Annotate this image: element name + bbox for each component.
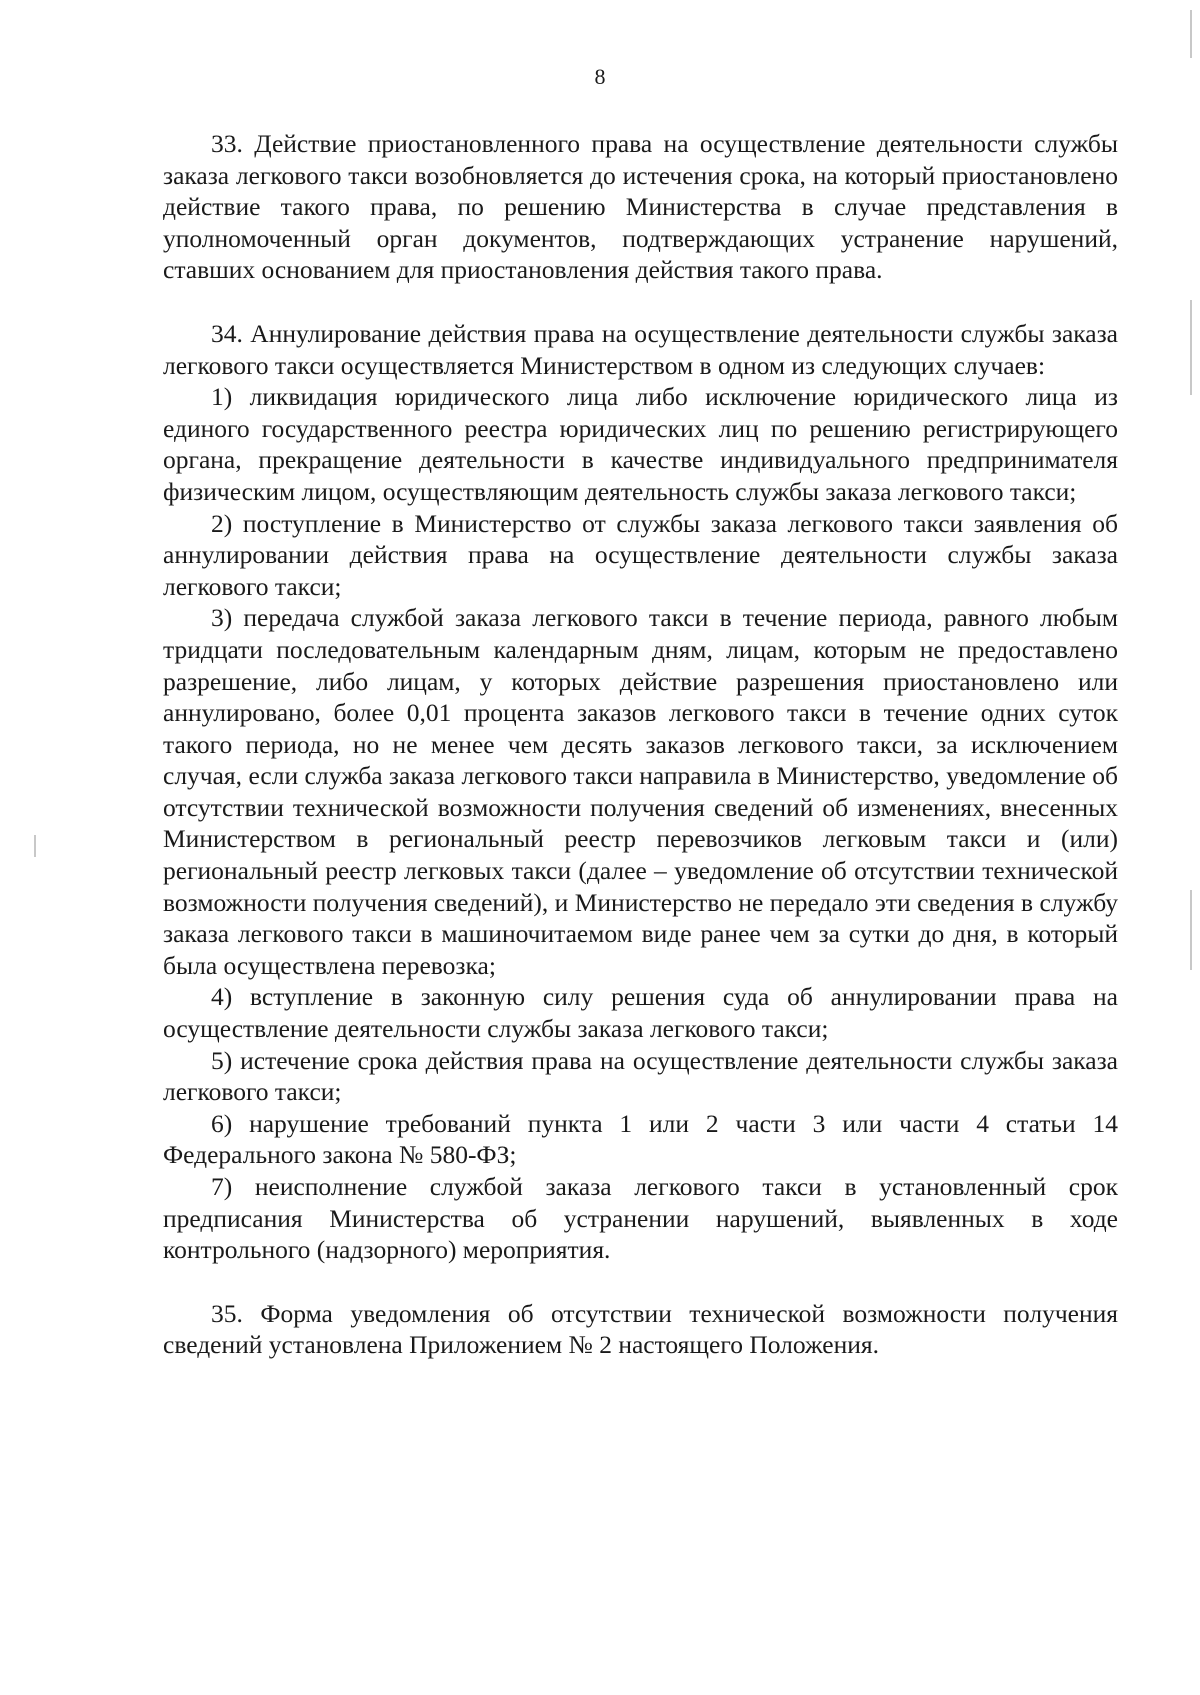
scan-artifact-left [34,835,36,857]
scan-artifact-right-lower [1190,890,1192,970]
paragraph-gap [163,1266,1118,1298]
page-number: 8 [594,64,606,89]
paragraph-35: 35. Форма уведомления об отсутствии технической возможности получения сведений установлена Приложением № 2 настоящего Положения. [163,1298,1118,1360]
paragraph-gap [163,286,1118,318]
list-item-7: 7) неисполнение службой заказа легкового такси в установленный срок предписания Министерства об устранении нарушений, выявленных в ходе контрольного (надзорного) мероприятия. [163,1172,1118,1265]
scan-artifact-right-mid [1190,300,1192,395]
paragraph-33: 33. Действие приостановленного права на осуществление деятельности службы заказа легкового такси возобновляется до истечения срока, на который приостановлено действие такого права, по решению Министерства в случае представления в уполномоченный орган документов, подтверждающих устранение нарушений, ставших основанием для приостановления действия такого права. [163,129,1118,285]
list-item-4: 4) вступление в законную силу решения суда об аннулировании права на осуществление деятельности службы заказа легкового такси; [163,982,1118,1044]
list-item-1: 1) ликвидация юридического лица либо исключение юридического лица из единого государственного реестра юридических лиц по решению регистрирующего органа, прекращение деятельности в качестве индивидуального предпринимателя физическим лицом, осуществляющим деятельность службы заказа легкового такси; [163,382,1118,506]
list-item-6: 6) нарушение требований пункта 1 или 2 части 3 или части 4 статьи 14 Федерального закона № 580-ФЗ; [163,1108,1118,1170]
scan-artifact-right-top [1190,10,1192,58]
paragraph-34: 34. Аннулирование действия права на осуществление деятельности службы заказа легкового такси осуществляется Министерством в одном из следующих случаев: [163,318,1118,380]
list-item-5: 5) истечение срока действия права на осуществление деятельности службы заказа легкового такси; [163,1045,1118,1107]
list-item-3: 3) передача службой заказа легкового такси в течение периода, равного любым тридцати последовательным календарным дням, лицам, которым не предоставлено разрешение, либо лицам, у которых действие разрешения приостановлено или аннулировано, более 0,01 процента заказов легкового такси в течение одних суток такого периода, но не менее чем десять заказов легкового такси, за исключением случая, если служба заказа легкового такси направила в Министерство, уведомление об отсутствии технической возможности получения сведений об изменениях, внесенных Министерством в региональный реестр перевозчиков легковым такси и (или) региональный реестр легковых такси (далее – уведомление об отсутствии технической возможности получения сведений), и Министерство не передало эти сведения в службу заказа легкового такси в машиночитаемом виде ранее чем за сутки до дня, в который была осуществлена перевозка; [163,603,1118,980]
document-body [163,128,1118,1361]
list-item-2: 2) поступление в Министерство от службы заказа легкового такси заявления об аннулировании действия права на осуществление деятельности службы заказа легкового такси; [163,508,1118,601]
